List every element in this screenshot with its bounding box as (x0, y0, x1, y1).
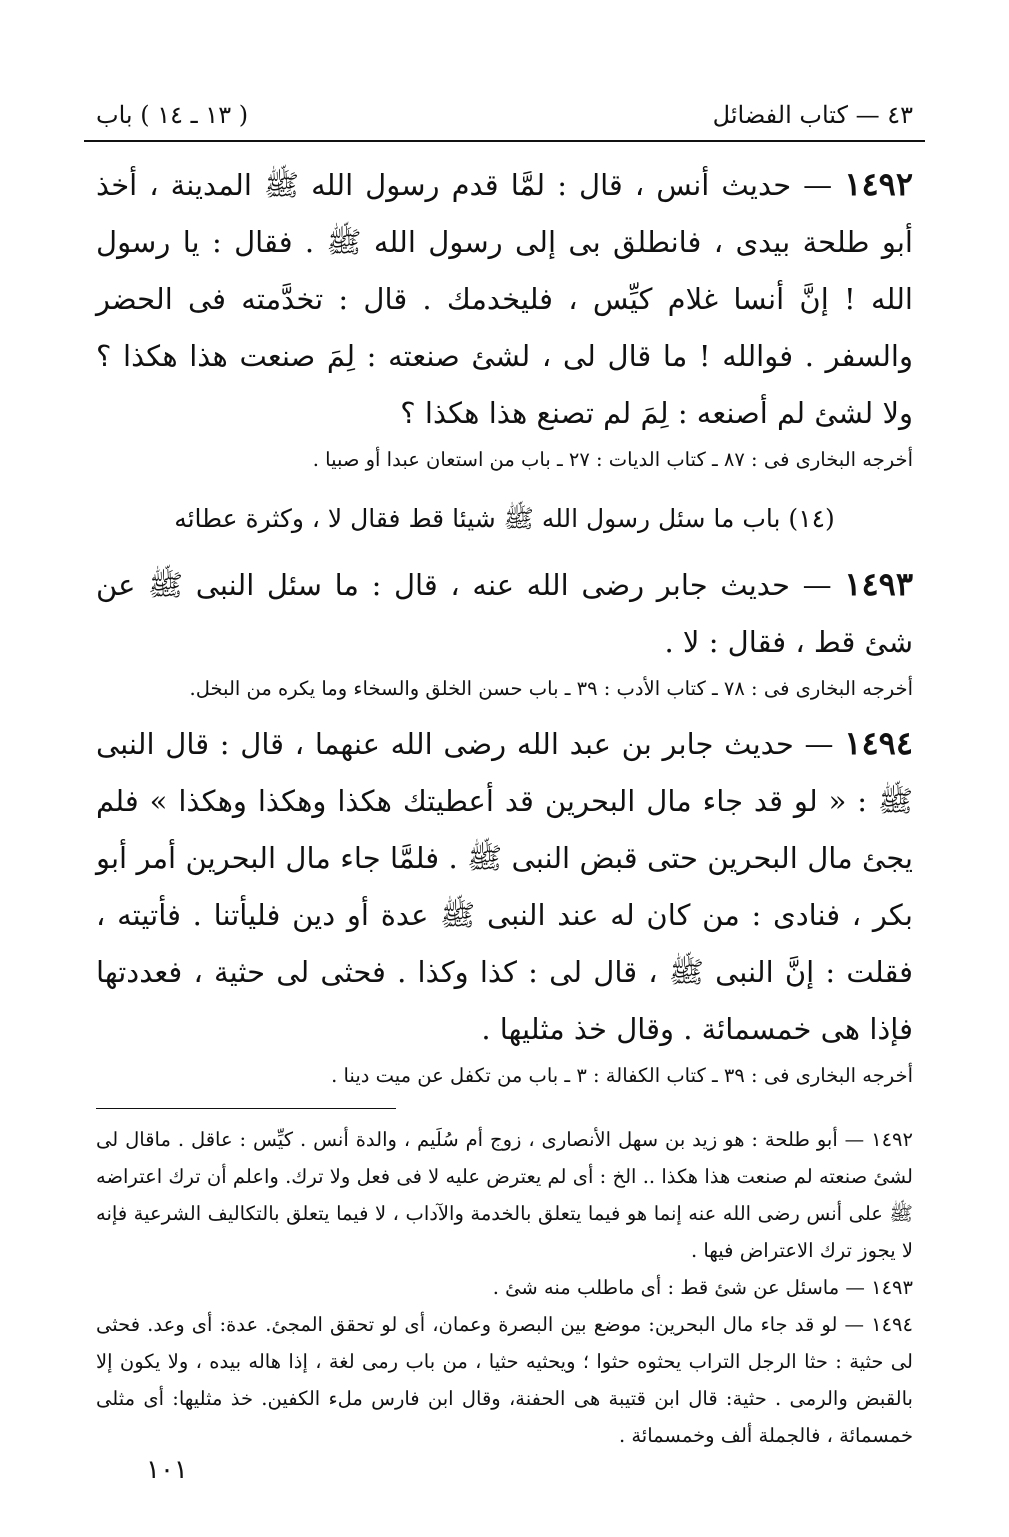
header-chapter-range: ( ١٣ ـ ١٤ ) باب (96, 101, 249, 129)
hadith-number: ١٤٩٤ (844, 724, 914, 762)
chapter-title: (١٤) باب ما سئل رسول الله ﷺ شيئا قط فقال لا ، وكثرة عطائه (174, 504, 835, 533)
hadith-1493 (96, 556, 913, 671)
hadith-text: — حديث جابر بن عبد الله رضى الله عنهما ، قال : قال النبى ﷺ : « لو قد جاء مال البحرين قد أعطيتك هكذا وهكذا وهكذا » فلم يجئ مال البحرين حتى قبض النبى ﷺ . فلمَّا جاء مال البحرين أمر أبو بكر ، فنادى : من كان له عند النبى ﷺ عدة أو دين فليأتنا . فأتيته ، فقلت : إنَّ النبى ﷺ ، قال لى : كذا وكذا . فحثى لى حثية ، فعددتها فإذا هى خمسمائة . وقال خذ مثليها . (96, 727, 913, 1046)
footnote-1493: ١٤٩٣ — ماسئل عن شئ قط : أى ماطلب منه شئ . (492, 1276, 913, 1299)
hadith-text: — حديث أنس ، قال : لمَّا قدم رسول الله ﷺ المدينة ، أخذ أبو طلحة بيدى ، فانطلق بى إلى رسول الله ﷺ . فقال : يا رسول الله ! إنَّ أنسا غلام كيِّس ، فليخدمك . قال : تخدَّمته فى الحضر والسفر . فوالله ! ما قال لى ، لشئ صنعته : لِمَ صنعت هذا هكذا ؟ ولا لشئ لم أصنعه : لِمَ لم تصنع هذا هكذا ؟ (96, 168, 913, 430)
footnote-1494: ١٤٩٤ — لو قد جاء مال البحرين: موضع بين البصرة وعمان، أى لو تحقق المجئ. عدة: أى وعد. فحثى لى حثية : حثا الرجل التراب يحثوه حثوا ؛ ويحثيه حثيا ، من باب رمى لغة ، إذا هاله بيده ، ولا يكون إلا بالقبض والرمى . حثية: قال ابن قتيبة هى الحفنة، وقال ابن فارس ملء الكفين. خذ مثليها: أى مثلى خمسمائة ، فالجملة ألف وخمسمائة . (96, 1313, 913, 1447)
footnotes (96, 1121, 913, 1454)
hadith-source: أخرجه البخارى فى : ٧٨ ـ كتاب الأدب : ٣٩ ـ باب حسن الخلق والسخاء وما يكره من البخل. (189, 677, 913, 700)
hadith-number: ١٤٩٣ (844, 565, 914, 603)
hadith-text: — حديث جابر رضى الله عنه ، قال : ما سئل النبى ﷺ عن شئ قط ، فقال : لا . (96, 568, 913, 659)
footnote-1492: ١٤٩٢ — أبو طلحة : هو زيد بن سهل الأنصارى ، زوج أم سُلَيم ، والدة أنس . كيِّس : عاقل . ماقال لى لشئ صنعته لم صنعت هذا هكذا .. الخ : أى لم يعترض عليه لا فى فعل ولا ترك. واعلم أن ترك اعتراضه ﷺ على أنس رضى الله عنه إنما هو فيما يتعلق بالخدمة والآداب ، لا فيما يتعلق بالتكاليف الشرعية فإنه لا يجوز ترك الاعتراض فيها . (96, 1128, 913, 1262)
header-divider (84, 140, 925, 142)
page-number: ١٠١ (146, 1455, 188, 1485)
hadith-1494 (96, 715, 913, 1058)
hadith-number: ١٤٩٢ (844, 165, 913, 203)
header-book-title: ٤٣ — كتاب الفضائل (712, 101, 913, 129)
hadith-source: أخرجه البخارى فى : ٨٧ ـ كتاب الديات : ٢٧ ـ باب من استعان عبدا أو صبيا . (312, 448, 913, 471)
footnotes-divider (96, 1108, 396, 1109)
running-header (96, 96, 913, 134)
hadith-1492 (96, 156, 913, 442)
hadith-source: أخرجه البخارى فى : ٣٩ ـ كتاب الكفالة : ٣ ـ باب من تكفل عن ميت دينا . (331, 1064, 913, 1087)
